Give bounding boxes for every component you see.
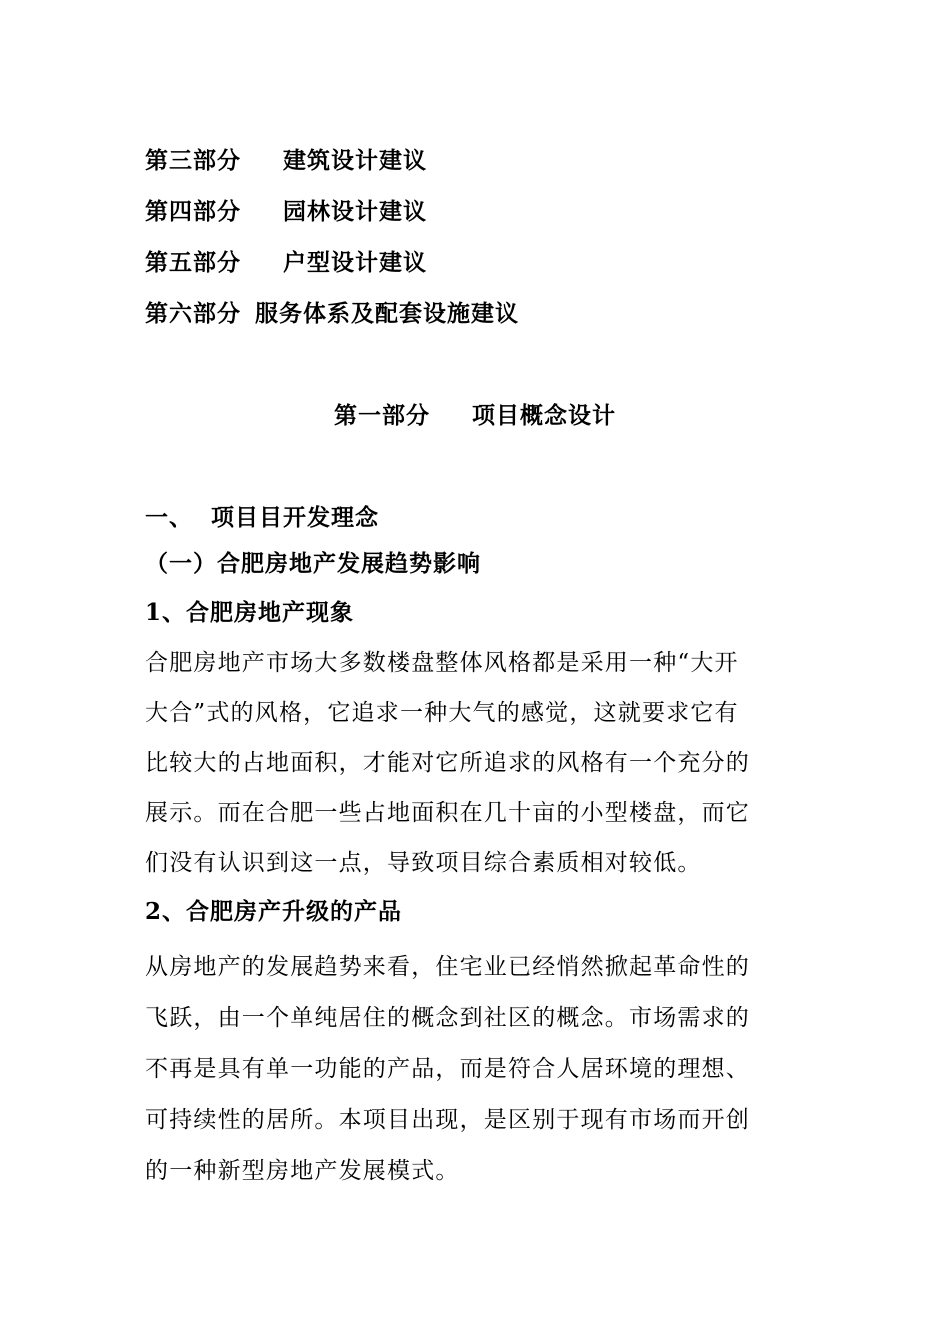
section-part: 第一部分: [334, 402, 430, 429]
heading-number: 一、: [145, 504, 193, 531]
toc-title: 建筑设计建议: [283, 147, 427, 174]
paragraph-line: 们没有认识到这一点，导致项目综合素质相对较低。: [145, 850, 702, 876]
paragraph-line: 不再是具有单一功能的产品，而是符合人居环境的理想、: [145, 1056, 750, 1082]
section-title: 项目概念设计: [472, 402, 616, 429]
subheading-2: 2、合肥房产升级的产品: [145, 898, 403, 925]
paragraph-line: 的一种新型房地产发展模式。: [145, 1158, 460, 1184]
toc-title: 服务体系及配套设施建议: [255, 300, 519, 327]
section-heading: [0, 397, 950, 430]
heading-title: 项目目开发理念: [211, 504, 379, 531]
paragraph-line: 大合”式的风格，它追求一种大气的感觉，这就要求它有: [145, 700, 739, 726]
toc-part: 第四部分: [145, 198, 241, 225]
toc-title: 户型设计建议: [283, 249, 427, 276]
toc-part: 第六部分: [145, 300, 241, 327]
paragraph-line: 可持续性的居所。本项目出现，是区别于现有市场而开创: [145, 1107, 750, 1133]
toc-item: [145, 244, 427, 277]
paragraph-line: 比较大的占地面积，才能对它所追求的风格有一个充分的: [145, 750, 750, 776]
toc-part: 第三部分: [145, 147, 241, 174]
toc-item: [145, 193, 427, 226]
paragraph-line: 合肥房地产市场大多数楼盘整体风格都是采用一种“大开: [145, 650, 739, 676]
toc-item: [145, 295, 519, 328]
paragraph-line: 展示。而在合肥一些占地面积在几十亩的小型楼盘，而它: [145, 800, 750, 826]
toc-title: 园林设计建议: [283, 198, 427, 225]
subheading-1: 1、合肥房地产现象: [145, 599, 355, 626]
toc-item: [145, 142, 427, 175]
toc-part: 第五部分: [145, 249, 241, 276]
paragraph-line: 飞跃，由一个单纯居住的概念到社区的概念。市场需求的: [145, 1005, 750, 1031]
heading-level-2: （一）合肥房地产发展趋势影响: [145, 550, 481, 577]
paragraph-line: 从房地产的发展趋势来看，住宅业已经悄然掀起革命性的: [145, 954, 750, 980]
heading-level-1: [145, 499, 379, 532]
